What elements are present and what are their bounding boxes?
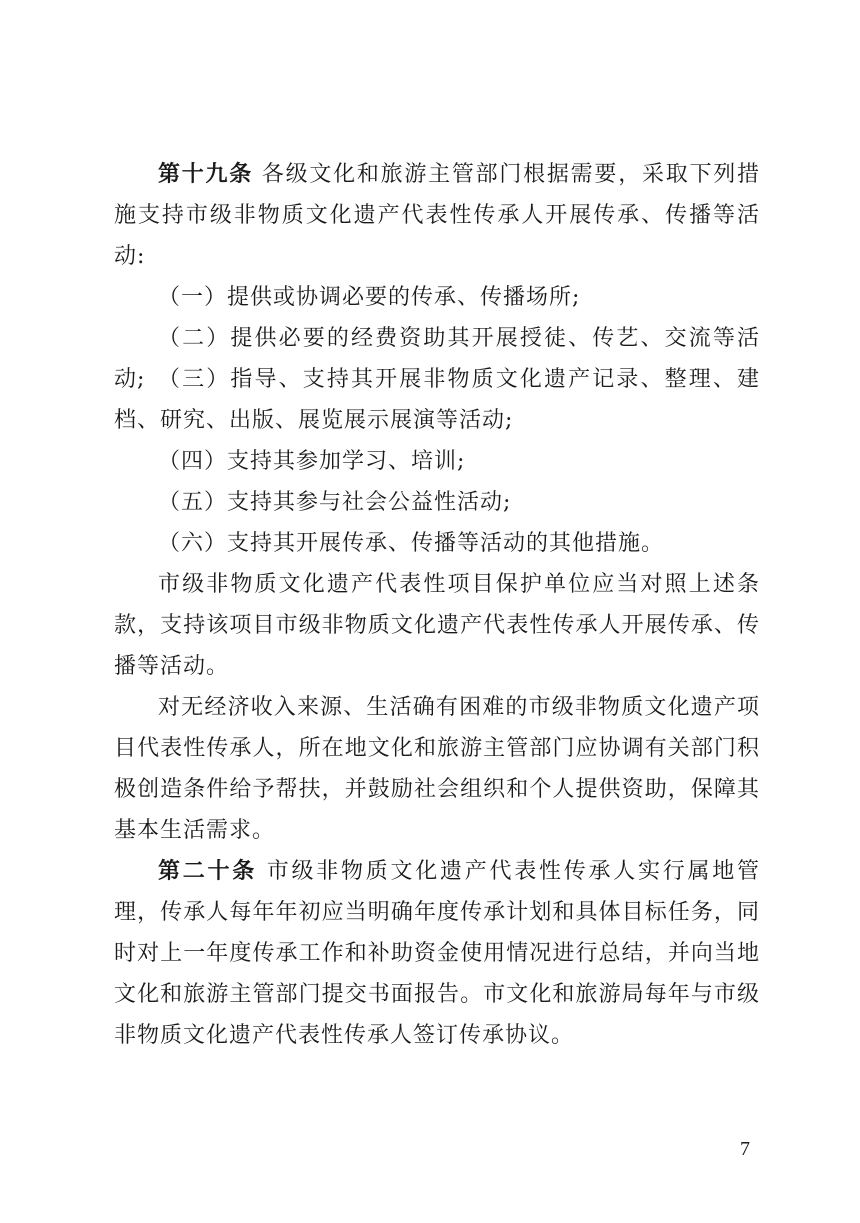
article-20 [114,851,760,1056]
article-19-item-3: （三）指导、支持其开展非物质文化遗产记录、整理、建档、研究、出版、展览展示展演等活动; [114,367,760,433]
article-20-body: 市级非物质文化遗产代表性传承人实行属地管理，传承人每年年初应当明确年度传承计划和具体目标任务，同时对上一年度传承工作和补助资金使用情况进行总结，并向当地文化和旅游主管部门提交书面报告。市文化和旅游局每年与市级非物质文化遗产代表性传承人签订传承协议。 [114,859,760,1048]
article-19-paragraph-2: 市级非物质文化遗产代表性项目保护单位应当对照上述条款，支持该项目市级非物质文化遗产代表性传承人开展传承、传播等活动。 [114,572,760,679]
article-19-intro-text: 各级文化和旅游主管部门根据需要，采取下列措施支持市级非物质文化遗产代表性传承人开展传承、传播等活动: [114,162,760,269]
article-19-item-1: （一）提供或协调必要的传承、传播场所; [158,285,581,310]
article-19-item-2: （二）提供必要的经费资助其开展授徒、传艺、交流等活动; [114,326,760,392]
article-19-item-4: （四）支持其参加学习、培训; [158,449,466,474]
page-number: 7 [740,1138,750,1160]
article-19-paragraph-3: 对无经济收入来源、生活确有困难的市级非物质文化遗产项目代表性传承人，所在地文化和旅游主管部门应协调有关部门积极创造条件给予帮扶，并鼓励社会组织和个人提供资助，保障其基本生活需求。 [114,695,760,843]
article-19-item-5: （五）支持其参与社会公益性活动; [158,490,512,515]
article-19-heading: 第十九条 [158,161,254,187]
article-19-intro [114,154,760,277]
article-20-heading: 第二十条 [158,858,257,884]
article-19-item-6: （六）支持其开展传承、传播等活动的其他措施。 [158,531,665,556]
